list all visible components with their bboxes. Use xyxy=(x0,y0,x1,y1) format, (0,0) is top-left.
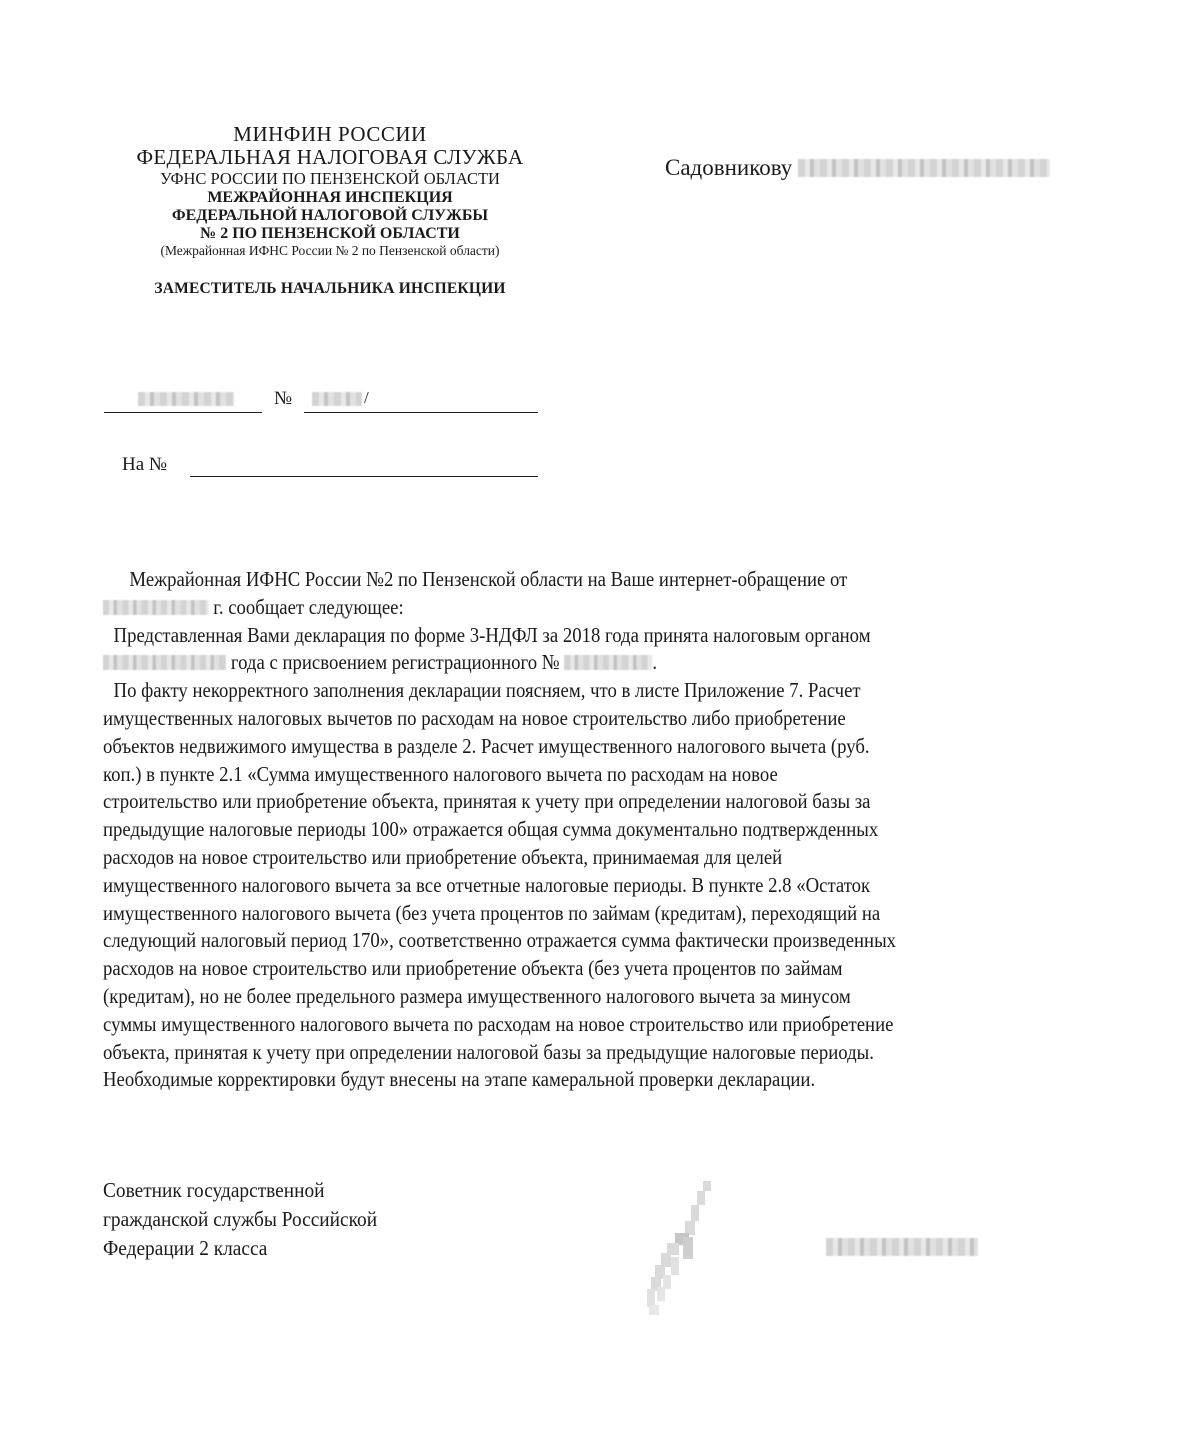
signer-position-line2: гражданской службы Российской xyxy=(103,1207,378,1231)
body-paragraph-3-line: расходов на новое строительство или приобретение объекта, принимаемая для целей xyxy=(103,844,783,869)
body-paragraph-3-line: строительство или приобретение объекта, принятая к учету при определении налоговой базы за xyxy=(103,789,871,814)
body-paragraph-1-suffix: г. сообщает следующее: xyxy=(208,594,404,619)
reply-reference-line xyxy=(190,476,538,477)
reply-reference xyxy=(122,454,538,480)
body-paragraph-3-line: (кредитам), но не более предельного размера имущественного налогового вычета за минусом xyxy=(103,983,851,1008)
outgoing-registration xyxy=(104,388,538,414)
ministry-name: МИНФИН РОССИИ xyxy=(233,122,427,146)
signer-name-redacted xyxy=(826,1238,978,1256)
handwritten-signature-redacted xyxy=(605,1175,715,1325)
body-paragraph-3-line: Необходимые корректировки будут внесены на этапе камеральной проверки декларации. xyxy=(103,1067,816,1092)
body-paragraph-1-line-2 xyxy=(103,594,1150,622)
body-paragraph-3-line: следующий налоговый период 170», соответственно отражается сумма фактически произведенных xyxy=(103,928,897,953)
addressee-name-redacted xyxy=(798,159,1050,177)
inspection-short-name: (Межрайонная ИФНС России № 2 по Пензенской области) xyxy=(160,242,500,258)
body-paragraph-3-line: предыдущие налоговые периоды 100» отражается общая сумма документально подтвержденных xyxy=(103,817,879,842)
inspection-name-line2: ФЕДЕРАЛЬНОЙ НАЛОГОВОЙ СЛУЖБЫ xyxy=(171,206,489,224)
inspection-name-line1: МЕЖРАЙОННАЯ ИНСПЕКЦИЯ xyxy=(207,188,453,206)
body-paragraph-3-line: коп.) в пункте 2.1 «Сумма имущественного налогового вычета по расходам на новое xyxy=(103,761,778,786)
outgoing-number-label: № xyxy=(274,388,293,409)
inspection-name-line3: № 2 ПО ПЕНЗЕНСКОЙ ОБЛАСТИ xyxy=(200,224,460,242)
appeal-date-redacted xyxy=(103,600,209,615)
letterhead xyxy=(100,124,560,297)
outgoing-number-redacted xyxy=(312,392,362,406)
body-paragraph-3-line: имущественного налогового вычета за все отчетные налоговые периоды. В пункте 2.8 «Остаток xyxy=(103,872,871,897)
body-paragraph-1-line-1: Межрайонная ИФНС России №2 по Пензенской области на Ваше интернет-обращение от xyxy=(129,567,848,591)
reply-reference-label: На № xyxy=(122,454,168,475)
body-paragraph-3-line: имущественного налогового вычета (без учета процентов по займам (кредитам), переходящий на xyxy=(103,900,881,925)
addressee xyxy=(665,155,1050,181)
acceptance-date-redacted xyxy=(103,655,226,670)
service-name: ФЕДЕРАЛЬНАЯ НАЛОГОВАЯ СЛУЖБА xyxy=(136,145,524,169)
body-paragraph-3-line: имущественных налоговых вычетов по расходам на новое строительство либо приобретение xyxy=(103,705,846,730)
body-paragraph-2-line-1: Представленная Вами декларация по форме 3-НДФЛ за 2018 года принята налоговым органом xyxy=(113,622,871,647)
body-paragraph-3-line: суммы имущественного налогового вычета по расходам на новое строительство или приобретение xyxy=(103,1011,894,1036)
sender-position: ЗАМЕСТИТЕЛЬ НАЧАЛЬНИКА ИНСПЕКЦИИ xyxy=(154,280,506,297)
body-paragraph-2-line-2 xyxy=(103,649,1150,677)
body-paragraph-3-line: расходов на новое строительство или приобретение объекта (без учета процентов по займам xyxy=(103,956,843,981)
outgoing-number-line xyxy=(304,412,538,413)
body-paragraph-3-line: По факту некорректного заполнения декларации поясняем, что в листе Приложение 7. Расчет xyxy=(113,678,861,703)
signer-position-line3: Федерации 2 класса xyxy=(103,1236,268,1260)
body-paragraph-2-end: . xyxy=(652,650,658,675)
body-paragraph-2-middle: года с присвоением регистрационного № xyxy=(226,650,565,675)
regional-office-name: УФНС РОССИИ ПО ПЕНЗЕНСКОЙ ОБЛАСТИ xyxy=(160,169,500,188)
outgoing-date-redacted xyxy=(138,392,234,406)
body-paragraph-3-line: объекта, принятая к учету при определении налоговой базы за предыдущие налоговые периоды. xyxy=(103,1039,874,1064)
body-paragraph-3-line: объектов недвижимого имущества в разделе 2. Расчет имущественного налогового вычета (руб. xyxy=(103,733,870,758)
signer-position-line1: Советник государственной xyxy=(103,1178,325,1202)
addressee-surname: Садовникову xyxy=(665,155,793,180)
outgoing-number-suffix: / xyxy=(364,388,369,407)
signer-position xyxy=(103,1176,377,1263)
registration-number-redacted xyxy=(564,655,652,670)
letter-body xyxy=(103,566,1150,1094)
outgoing-date-line xyxy=(104,412,262,413)
